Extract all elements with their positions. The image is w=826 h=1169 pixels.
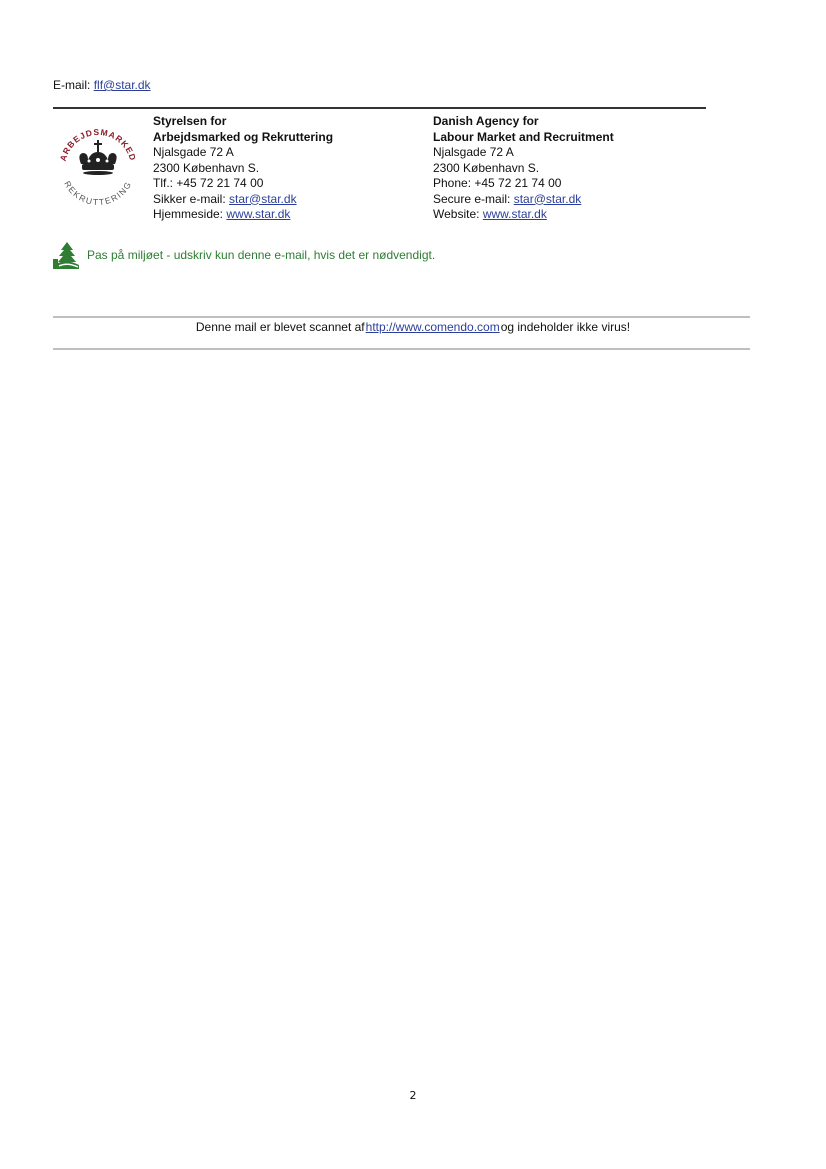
secure-email-row	[153, 192, 333, 208]
logo-bottom-text: REKRUTTERING	[62, 179, 134, 208]
website-row	[153, 207, 333, 223]
scan-link[interactable]: http://www.comendo.com	[365, 320, 500, 334]
signature-divider	[53, 107, 706, 109]
svg-text:REKRUTTERING	[62, 179, 133, 207]
email-line	[53, 78, 151, 92]
phone: Phone: +45 72 21 74 00	[433, 176, 562, 190]
secure-email-link[interactable]: star@star.dk	[229, 191, 297, 206]
crown-icon	[53, 120, 143, 210]
logo-top-text: ARBEJDSMARKED	[57, 126, 139, 163]
email-label: E-mail:	[53, 78, 91, 92]
secure-email-link[interactable]: star@star.dk	[513, 191, 582, 206]
street-address: Njalsgade 72 A	[153, 145, 234, 159]
org-name-line1: Danish Agency for	[433, 114, 539, 128]
secure-email-label: Sikker e-mail:	[153, 191, 226, 206]
scan-text-before: Denne mail er blevet scannet af	[195, 320, 365, 334]
phone: Tlf.: +45 72 21 74 00	[153, 176, 264, 190]
page-number: 2	[409, 1089, 417, 1102]
website-label: Website:	[433, 207, 480, 221]
website-label: Hjemmeside:	[153, 207, 224, 221]
scan-notice	[0, 320, 826, 334]
environment-notice	[53, 241, 435, 269]
secure-email-label: Secure e-mail:	[433, 191, 511, 206]
tree-icon	[53, 241, 81, 269]
scan-divider-top	[53, 316, 750, 318]
website-link[interactable]: www.star.dk	[226, 207, 291, 221]
website-row	[433, 207, 614, 223]
org-name-line2: Labour Market and Recruitment	[433, 129, 614, 144]
city-address: 2300 København S.	[433, 160, 540, 175]
org-name-line2: Arbejdsmarked og Rekruttering	[153, 129, 334, 144]
city-address: 2300 København S.	[153, 160, 260, 175]
environment-text: Pas på miljøet - udskriv kun denne e-mail, hvis det er nødvendigt.	[87, 248, 436, 262]
org-name-line1: Styrelsen for	[153, 114, 227, 128]
signature-english	[433, 114, 614, 223]
agency-logo	[53, 120, 143, 210]
email-link[interactable]: flf@star.dk	[93, 78, 151, 92]
scan-text-after: og indeholder ikke virus!	[500, 320, 631, 334]
secure-email-row	[433, 192, 614, 208]
scan-divider-bottom	[53, 348, 750, 350]
street-address: Njalsgade 72 A	[433, 145, 514, 159]
signature-danish	[153, 114, 333, 223]
website-link[interactable]: www.star.dk	[482, 207, 547, 221]
